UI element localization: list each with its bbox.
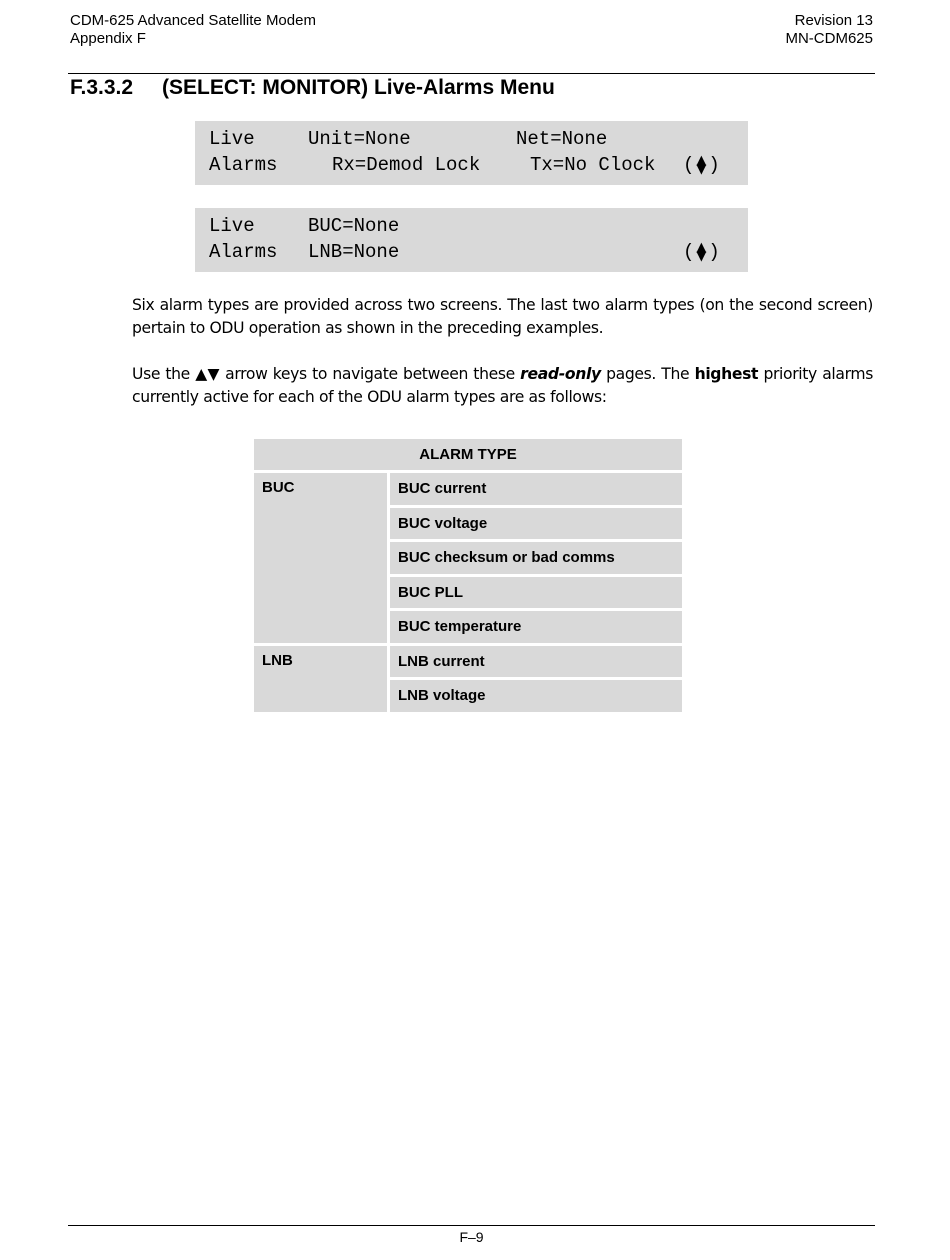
section-heading (70, 76, 555, 100)
table-header: ALARM TYPE (253, 438, 684, 472)
alarm-type-table (251, 436, 685, 715)
alarm-item: BUC current (389, 472, 684, 507)
up-down-arrow-icon: ▲▼ (696, 152, 707, 177)
alarm-item: LNB voltage (389, 679, 684, 714)
appendix-label: Appendix F (70, 30, 146, 47)
alarm-item: BUC voltage (389, 506, 684, 541)
footer-divider (68, 1225, 875, 1226)
lcd-label-live: Live (209, 215, 255, 237)
page-header-right (785, 12, 873, 48)
group-lnb: LNB (253, 644, 389, 713)
page-header-left (70, 12, 316, 48)
read-only-emphasis: read-only (520, 365, 601, 383)
highest-emphasis: highest (694, 365, 759, 383)
section-number: F.3.3.2 (70, 76, 134, 99)
lcd-label-alarms: Alarms (209, 241, 278, 263)
revision-label: Revision 13 (794, 12, 873, 29)
body-paragraph-alarm-types: Six alarm types are provided across two screens. The last two alarm types (on the second screen) pertain to ODU operation as shown in the preceding examples. (132, 296, 873, 337)
alarm-item: LNB current (389, 644, 684, 679)
lcd-lnb-status: LNB=None (308, 241, 400, 263)
alarm-item: BUC checksum or bad comms (389, 541, 684, 576)
table-row (253, 472, 684, 507)
lcd-label-alarms: Alarms (209, 154, 278, 176)
group-buc: BUC (253, 472, 389, 645)
lcd-label-live: Live (209, 128, 255, 150)
lcd-nav-indicator: ( ▲▼ ) (683, 152, 720, 177)
lcd-net-status: Net=None (516, 128, 608, 150)
lcd-buc-status: BUC=None (308, 215, 400, 237)
lcd-screen-live-alarms-2 (195, 208, 748, 272)
alarm-item: BUC PLL (389, 575, 684, 610)
up-down-arrow-icon: ▲▼ (696, 239, 707, 264)
lcd-unit-status: Unit=None (308, 128, 411, 150)
section-title: (SELECT: MONITOR) Live-Alarms Menu (162, 76, 555, 99)
page-number: F–9 (459, 1229, 484, 1245)
body-paragraph-navigation: Use the ▲▼ arrow keys to navigate between these read-only pages. The highest priority alarms currently active for each of the ODU alarm types are as follows: (132, 365, 874, 406)
lcd-rx-status: Rx=Demod Lock (332, 154, 481, 176)
doc-title: CDM-625 Advanced Satellite Modem (70, 12, 316, 29)
lcd-nav-indicator: ( ▲▼ ) (683, 239, 720, 264)
alarm-item: BUC temperature (389, 610, 684, 645)
lcd-screen-live-alarms-1 (195, 121, 748, 185)
lcd-tx-status: Tx=No Clock (530, 154, 656, 176)
table-row (253, 644, 684, 679)
header-divider (68, 73, 875, 74)
doc-number: MN-CDM625 (785, 30, 873, 47)
